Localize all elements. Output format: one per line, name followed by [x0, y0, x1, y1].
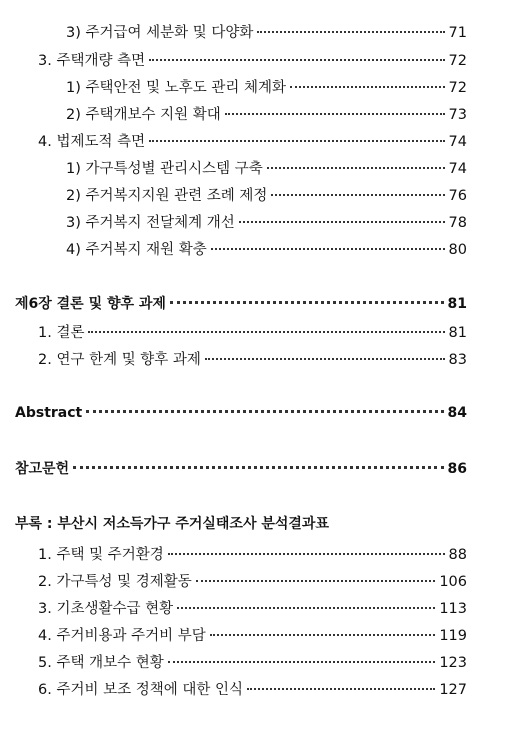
toc-entry-label: 3. 기초생활수급 현황 — [38, 601, 174, 617]
toc-entry-page: 76 — [448, 188, 467, 204]
toc-entry-label: 1. 주택 및 주거환경 — [38, 547, 164, 563]
toc-chapter-entry[interactable] — [15, 294, 467, 314]
toc-entry[interactable] — [38, 323, 467, 343]
toc-entry-page: 71 — [448, 25, 467, 41]
toc-entry-label: 참고문헌 — [15, 461, 70, 477]
toc-entry[interactable] — [66, 186, 467, 206]
toc-entry-label: 4. 주거비용과 주거비 부담 — [38, 628, 206, 644]
dot-leader — [170, 301, 444, 304]
dot-leader — [267, 167, 445, 169]
dot-leader — [88, 331, 444, 333]
appendix-heading[interactable]: 부록 : 부산시 저소득가구 주거실태조사 분석결과표 — [15, 516, 329, 532]
toc-entry-label: 2) 주택개보수 지원 확대 — [66, 107, 221, 123]
toc-entry[interactable] — [38, 350, 467, 370]
toc-entry[interactable] — [66, 213, 467, 233]
toc-entry-page: 74 — [448, 134, 467, 150]
toc-entry[interactable] — [38, 599, 467, 619]
dot-leader — [149, 140, 444, 142]
toc-entry-page: 81 — [447, 296, 467, 312]
dot-leader — [196, 580, 436, 582]
toc-entry-page: 123 — [439, 655, 467, 671]
toc-entry-label: 5. 주택 개보수 현황 — [38, 655, 164, 671]
dot-leader — [271, 194, 444, 196]
toc-entry[interactable] — [66, 23, 467, 43]
toc-entry[interactable] — [66, 105, 467, 125]
toc-entry-label: 제6장 결론 및 향후 과제 — [15, 296, 166, 312]
dot-leader — [73, 466, 443, 469]
toc-chapter-entry[interactable] — [15, 403, 467, 423]
toc-entry-label: 2. 연구 한계 및 향후 과제 — [38, 352, 201, 368]
dot-leader — [177, 607, 435, 609]
toc-entry[interactable] — [38, 653, 467, 673]
toc-entry-label: 4) 주거복지 재원 확충 — [66, 242, 207, 258]
toc-entry-label: 2. 가구특성 및 경제활동 — [38, 574, 192, 590]
toc-entry[interactable] — [38, 132, 467, 152]
toc-entry-page: 73 — [448, 107, 467, 123]
toc-entry[interactable] — [38, 626, 467, 646]
toc-entry-label: 3) 주거복지 전달체계 개선 — [66, 215, 235, 231]
toc-entry-page: 119 — [439, 628, 467, 644]
dot-leader — [211, 248, 445, 250]
toc-chapter-entry[interactable] — [15, 459, 467, 479]
toc-entry-page: 83 — [448, 352, 467, 368]
toc-entry[interactable] — [38, 572, 467, 592]
dot-leader — [168, 553, 445, 555]
toc-entry-page: 81 — [448, 325, 467, 341]
toc-entry-page: 80 — [448, 242, 467, 258]
dot-leader — [168, 661, 436, 663]
toc-entry-page: 106 — [439, 574, 467, 590]
dot-leader — [239, 221, 445, 223]
toc-entry-page: 127 — [439, 682, 467, 698]
toc-entry-label: 1) 주택안전 및 노후도 관리 체계화 — [66, 80, 287, 96]
dot-leader — [290, 86, 445, 88]
toc-entry[interactable] — [38, 545, 467, 565]
toc-entry-page: 72 — [448, 80, 467, 96]
toc-entry[interactable] — [38, 680, 467, 700]
toc-entry-label: 4. 법제도적 측면 — [38, 134, 146, 150]
toc-entry-label: 6. 주거비 보조 정책에 대한 인식 — [38, 682, 243, 698]
toc-entry-label: 2) 주거복지지원 관련 조례 제정 — [66, 188, 268, 204]
toc-entry-label: 3. 주택개량 측면 — [38, 53, 146, 69]
dot-leader — [149, 59, 444, 61]
toc-entry-label: Abstract — [15, 405, 83, 421]
dot-leader — [247, 688, 435, 690]
toc-entry-label: 1. 결론 — [38, 325, 85, 341]
toc-entry[interactable] — [66, 78, 467, 98]
toc-entry-page: 78 — [448, 215, 467, 231]
toc-entry-label: 3) 주거급여 세분화 및 다양화 — [66, 25, 254, 41]
toc-entry-label: 1) 가구특성별 관리시스템 구축 — [66, 161, 263, 177]
dot-leader — [210, 634, 436, 636]
toc-entry-page: 88 — [448, 547, 467, 563]
dot-leader — [257, 31, 444, 33]
toc-entry-page: 74 — [448, 161, 467, 177]
toc-entry-page: 84 — [447, 405, 467, 421]
toc-entry[interactable] — [38, 51, 467, 71]
toc-entry-page: 72 — [448, 53, 467, 69]
dot-leader — [86, 410, 443, 413]
dot-leader — [205, 358, 445, 360]
toc-entry-page: 113 — [439, 601, 467, 617]
dot-leader — [225, 113, 445, 115]
toc-entry[interactable] — [66, 159, 467, 179]
toc-entry-page: 86 — [447, 461, 467, 477]
toc-entry[interactable] — [66, 240, 467, 260]
